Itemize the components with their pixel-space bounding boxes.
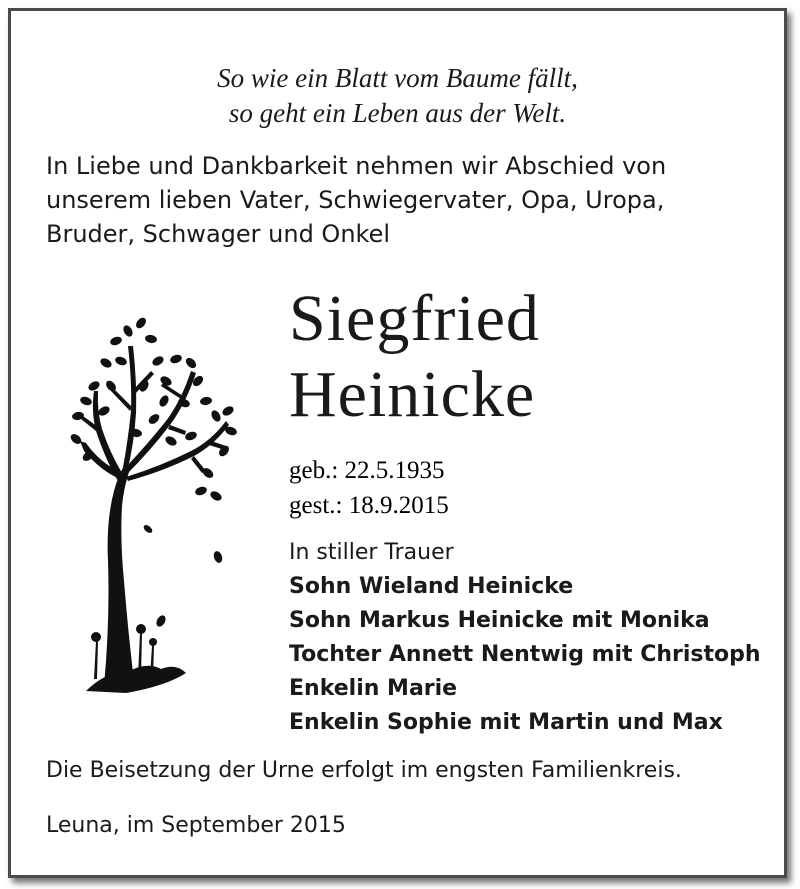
tree-silhouette-icon xyxy=(66,301,241,701)
intro-line-2: unserem lieben Vater, Schwiegervater, Opa, Uropa, xyxy=(46,186,665,214)
birth-date: geb.: 22.5.1935 xyxy=(289,457,445,484)
first-name: Siegfried xyxy=(289,282,540,355)
mourner-item: Sohn Markus Heinicke mit Monika xyxy=(289,608,710,633)
motto-line-2: so geht ein Leben aus der Welt. xyxy=(228,98,567,128)
mourner-item: Enkelin Marie xyxy=(289,676,458,701)
life-dates xyxy=(289,453,449,523)
last-name: Heinicke xyxy=(289,358,536,431)
death-date: gest.: 18.9.2015 xyxy=(289,492,449,519)
motto-line-1: So wie ein Blatt vom Baume fällt, xyxy=(217,63,578,93)
intro-line-3: Bruder, Schwager und Onkel xyxy=(46,220,391,248)
obituary-frame xyxy=(8,8,787,878)
motto xyxy=(11,61,784,131)
deceased-name xyxy=(289,281,540,433)
mourner-item: Tochter Annett Nentwig mit Christoph xyxy=(289,642,761,667)
mourner-item: Sohn Wieland Heinicke xyxy=(289,574,574,599)
place-date: Leuna, im September 2015 xyxy=(46,813,346,838)
burial-note: Die Beisetzung der Urne erfolgt im engsten Familienkreis. xyxy=(46,758,682,783)
intro-text xyxy=(46,149,746,251)
mourners-list xyxy=(289,536,779,740)
intro-line-1: In Liebe und Dankbarkeit nehmen wir Abschied von xyxy=(46,152,667,180)
mourners-lead: In stiller Trauer xyxy=(289,540,454,565)
mourner-item: Enkelin Sophie mit Martin und Max xyxy=(289,710,723,735)
